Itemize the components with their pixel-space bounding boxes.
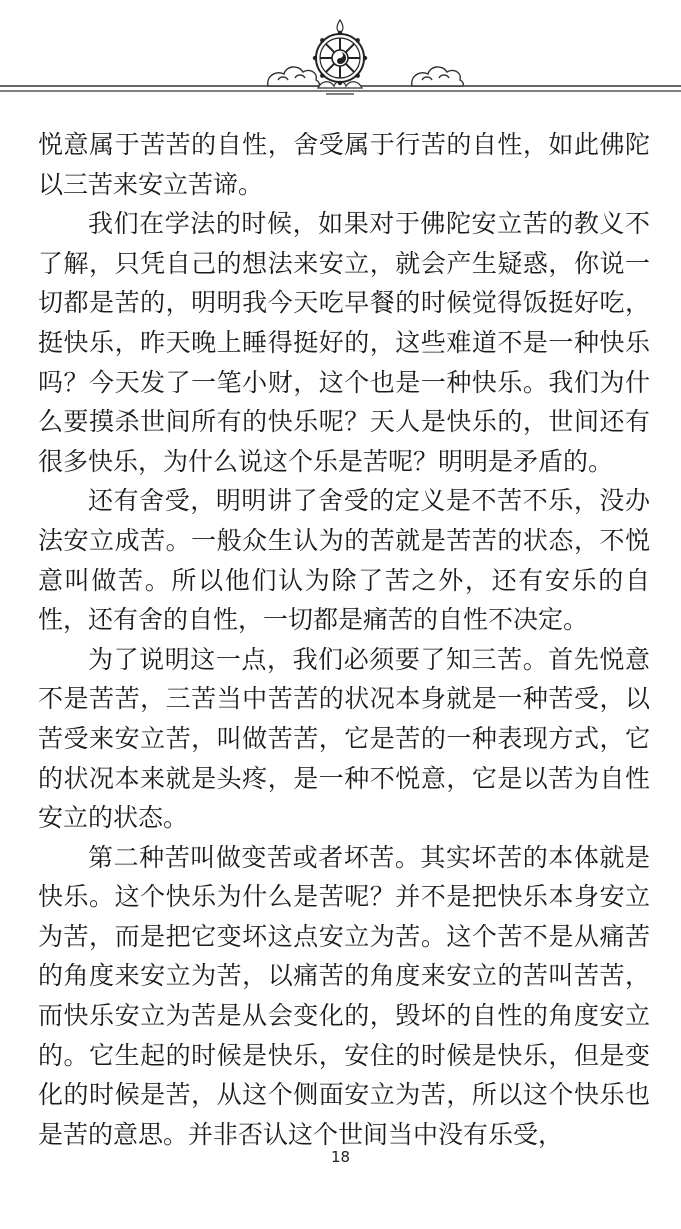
page-number: 18 — [330, 1148, 351, 1166]
cloud-scroll-left-icon — [268, 67, 320, 86]
paragraph-4: 为了说明这一点，我们必须要了知三苦。首先悦意不是苦苦，三苦当中苦苦的状况本身就是一种苦受，以苦受来安立苦，叫做苦苦，它是苦的一种表现方式，它的状况本来就是头疼，是一种不悦意，它是以苦为自性安立的状态。 — [38, 644, 650, 833]
cloud-scroll-right-icon — [412, 67, 464, 86]
page-body — [38, 125, 650, 1154]
page-header — [0, 0, 681, 110]
paragraph-5: 第二种苦叫做变苦或者坏苦。其实坏苦的本体就是快乐。这个快乐为什么是苦呢？并不是把快乐本身安立为苦，而是把它变坏这点安立为苦。这个苦不是从痛苦的角度来安立为苦，以痛苦的角度来安立的苦叫苦苦，而快乐安立为苦是从会变化的，毁坏的自性的角度安立的。它生起的时候是快乐，安住的时候是快乐，但是变化的时候是苦，从这个侧面安立为苦，所以这个快乐也是苦的意思。并非否认这个世间当中没有乐受， — [38, 842, 650, 1149]
dharma-wheel-icon — [313, 20, 367, 94]
paragraph-2: 我们在学法的时候，如果对于佛陀安立苦的教义不了解，只凭自己的想法来安立，就会产生疑惑，你说一切都是苦的，明明我今天吃早餐的时候觉得饭挺好吃，挺快乐，昨天晚上睡得挺好的，这些难道不是一种快乐吗？今天发了一笔小财，这个也是一种快乐。我们为什么要摸杀世间所有的快乐呢？天人是快乐的，世间还有很多快乐，为什么说这个乐是苦呢？明明是矛盾的。 — [38, 209, 650, 476]
paragraph-continuation: 悦意属于苦苦的自性，舍受属于行苦的自性，如此佛陀以三苦来安立苦谛。 — [38, 130, 650, 199]
header-ornament — [0, 0, 681, 110]
paragraph-3: 还有舍受，明明讲了舍受的定义是不苦不乐，没办法安立成苦。一般众生认为的苦就是苦苦的状态，不悦意叫做苦。所以他们认为除了苦之外，还有安乐的自性，还有舍的自性，一切都是痛苦的自性不决定。 — [38, 486, 650, 635]
